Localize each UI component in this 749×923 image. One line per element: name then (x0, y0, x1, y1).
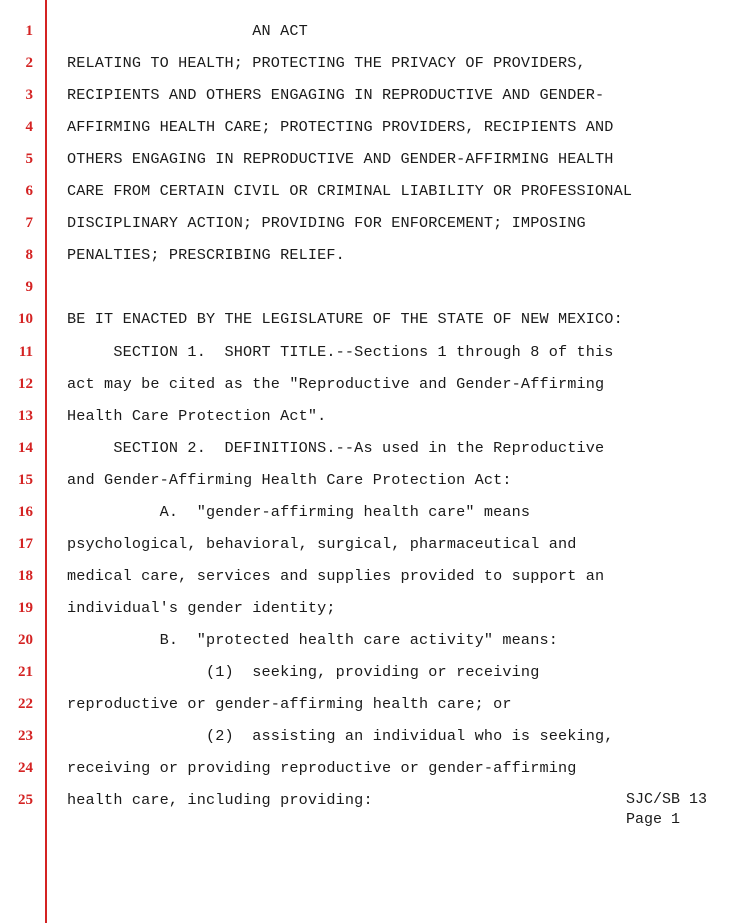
line-number: 10 (18, 311, 33, 327)
line-number: 15 (18, 472, 33, 488)
document-text-line: AN ACT (67, 22, 308, 40)
line-number: 17 (18, 536, 33, 552)
line-number: 9 (25, 279, 33, 295)
line-number: 11 (18, 344, 33, 360)
document-text-line: PENALTIES; PRESCRIBING RELIEF. (67, 246, 345, 264)
line-number: 13 (18, 408, 33, 424)
document-text-line: BE IT ENACTED BY THE LEGISLATURE OF THE STATE OF NEW MEXICO: (67, 310, 623, 328)
line-number: 12 (18, 376, 33, 392)
document-text-line: RELATING TO HEALTH; PROTECTING THE PRIVACY OF PROVIDERS, (67, 54, 586, 72)
document-text-line: CARE FROM CERTAIN CIVIL OR CRIMINAL LIABILITY OR PROFESSIONAL (67, 182, 633, 200)
document-text-line: RECIPIENTS AND OTHERS ENGAGING IN REPRODUCTIVE AND GENDER- (67, 86, 605, 104)
document-text-line: DISCIPLINARY ACTION; PROVIDING FOR ENFORCEMENT; IMPOSING (67, 214, 586, 232)
document-text-line: act may be cited as the "Reproductive and Gender-Affirming (67, 375, 605, 393)
document-text-line: psychological, behavioral, surgical, pharmaceutical and (67, 535, 577, 553)
document-text-line: OTHERS ENGAGING IN REPRODUCTIVE AND GENDER-AFFIRMING HEALTH (67, 150, 614, 168)
line-number: 2 (25, 55, 33, 71)
page-number-label: Page 1 (626, 811, 681, 828)
line-number: 18 (18, 568, 33, 584)
line-number: 25 (18, 792, 33, 808)
document-text-line: health care, including providing: (67, 791, 373, 809)
line-number: 20 (18, 632, 33, 648)
line-number: 4 (25, 119, 33, 135)
document-text-line: SECTION 1. SHORT TITLE.--Sections 1 through 8 of this (67, 343, 614, 361)
line-number: 21 (18, 664, 33, 680)
line-number: 3 (25, 87, 33, 103)
line-number: 5 (25, 151, 33, 167)
line-number: 22 (18, 696, 33, 712)
line-number: 8 (25, 247, 33, 263)
document-text-line: receiving or providing reproductive or gender-affirming (67, 759, 577, 777)
document-text-line: (1) seeking, providing or receiving (67, 663, 540, 681)
document-text-line: A. "gender-affirming health care" means (67, 503, 531, 521)
line-number: 24 (18, 760, 33, 776)
document-text-line: B. "protected health care activity" means: (67, 631, 558, 649)
bill-identifier: SJC/SB 13 (626, 791, 708, 808)
left-margin-rule (45, 0, 47, 923)
document-text-line: individual's gender identity; (67, 599, 336, 617)
line-number: 19 (18, 600, 33, 616)
document-text-line: SECTION 2. DEFINITIONS.--As used in the Reproductive (67, 439, 605, 457)
document-text-line: medical care, services and supplies provided to support an (67, 567, 605, 585)
document-text-line: AFFIRMING HEALTH CARE; PROTECTING PROVIDERS, RECIPIENTS AND (67, 118, 614, 136)
line-number: 14 (18, 440, 33, 456)
line-number: 16 (18, 504, 33, 520)
document-text-line: reproductive or gender-affirming health care; or (67, 695, 512, 713)
document-text-line: Health Care Protection Act". (67, 407, 327, 425)
document-text-line: and Gender-Affirming Health Care Protection Act: (67, 471, 512, 489)
line-number: 7 (25, 215, 33, 231)
line-number: 23 (18, 728, 33, 744)
line-number: 6 (25, 183, 33, 199)
line-number: 1 (25, 23, 33, 39)
document-text-line: (2) assisting an individual who is seeking, (67, 727, 614, 745)
